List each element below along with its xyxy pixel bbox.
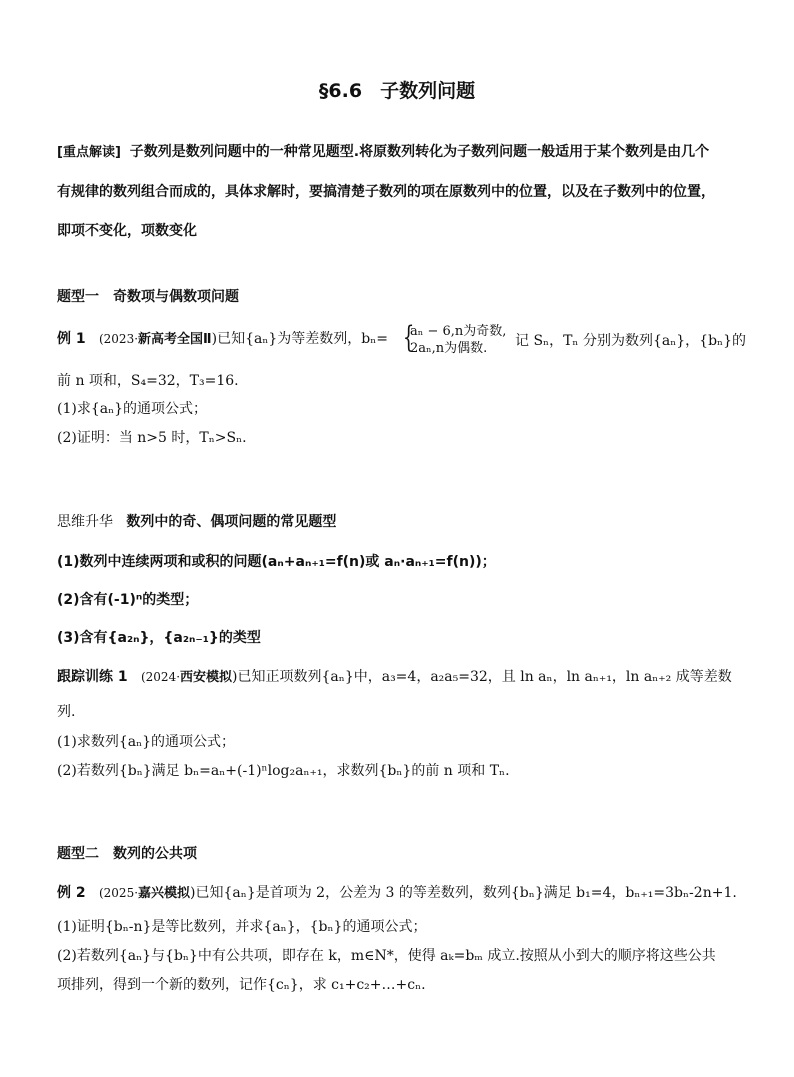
type2-heading: 题型二 数列的公共项 xyxy=(57,846,197,862)
example2-line xyxy=(57,884,737,903)
training1-source-name: 西安模拟 xyxy=(180,670,233,685)
example1-line-2: 前 n 项和，S₄=32，T₃=16. xyxy=(57,373,239,389)
section-number: §6.6 xyxy=(318,80,363,102)
example2-question-2: (2)若数列{aₙ}与{bₙ}中有公共项，即存在 k，m∈N*，使得 aₖ=bₘ 成立.按照从小到大的顺序将这些公共 xyxy=(57,948,716,964)
example2-label: 例 2 xyxy=(57,885,86,901)
intro-line-1 xyxy=(57,143,709,162)
example2-question-1: (1)证明{bₙ-n}是等比数列，并求{aₙ}，{bₙ}的通项公式； xyxy=(57,919,427,935)
insight-item-2: (2)含有(-1)ⁿ的类型； xyxy=(57,592,199,608)
example1-question-1: (1)求{aₙ}的通项公式； xyxy=(57,401,208,417)
example1-source-year: (2023· xyxy=(98,332,139,346)
example1-question-2: (2)证明：当 n>5 时，Tₙ>Sₙ. xyxy=(57,430,247,446)
type1-heading: 题型一 奇数项与偶数项问题 xyxy=(57,289,239,305)
piecewise-case-1: aₙ − 6,n为奇数, xyxy=(410,324,507,339)
example1-text-b: 记 Sₙ，Tₙ 分别为数列{aₙ}，{bₙ}的 xyxy=(515,333,746,349)
insight-heading-line xyxy=(57,513,336,531)
training1-line-2: 列. xyxy=(57,704,76,720)
insight-item-3: (3)含有{a₂ₙ}，{a₂ₙ₋₁}的类型 xyxy=(57,630,261,646)
intro-text-1: 子数列是数列问题中的一种常见题型.将原数列转化为子数列问题一般适用于某个数列是由几个 xyxy=(129,144,710,160)
piecewise-case-2: 2aₙ,n为偶数. xyxy=(410,341,488,356)
insight-label: 思维升华 xyxy=(57,514,113,530)
intro-line-3: 即项不变化，项数变化 xyxy=(57,223,197,239)
example1-text-a: )已知{aₙ}为等差数列，bₙ= xyxy=(211,331,389,347)
example2-source-year: (2025· xyxy=(98,886,139,900)
example2-text: )已知{aₙ}是首项为 2，公差为 3 的等差数列，数列{bₙ}满足 b₁=4，bₙ₊₁=3bₙ-2n+1. xyxy=(190,885,737,901)
insight-item-1: (1)数列中连续两项和或积的问题(aₙ+aₙ₊₁=f(n)或 aₙ·aₙ₊₁=f(n))； xyxy=(57,554,496,570)
section-name: 子数列问题 xyxy=(380,80,476,102)
training1-line xyxy=(57,668,732,687)
example1-label: 例 1 xyxy=(57,331,86,347)
training1-text: )已知正项数列{aₙ}中，a₃=4，a₂a₅=32，且 ln aₙ，ln aₙ₊₁，ln aₙ₊₂ 成等差数 xyxy=(232,669,732,685)
training1-source-year: (2024· xyxy=(140,670,181,684)
insight-heading: 数列中的奇、偶项问题的常见题型 xyxy=(126,514,337,530)
intro-tag: [重点解读] xyxy=(57,145,121,160)
piecewise-brace: { xyxy=(402,320,415,355)
example2-source-name: 嘉兴模拟 xyxy=(138,886,191,901)
example2-question-2-cont: 项排列，得到一个新的数列，记作{cₙ}，求 c₁+c₂+…+cₙ. xyxy=(57,977,426,993)
example1-line xyxy=(57,330,388,349)
example1-source-name: 新高考全国Ⅱ xyxy=(138,332,212,347)
training1-question-1: (1)求数列{aₙ}的通项公式； xyxy=(57,734,236,750)
intro-line-2: 有规律的数列组合而成的，具体求解时，要搞清楚子数列的项在原数列中的位置，以及在子数列中的位置， xyxy=(57,184,715,200)
training1-question-2: (2)若数列{bₙ}满足 bₙ=aₙ+(-1)ⁿlog₂aₙ₊₁，求数列{bₙ}的前 n 项和 Tₙ. xyxy=(57,763,510,779)
training1-label: 跟踪训练 1 xyxy=(57,669,128,685)
page-title xyxy=(0,76,794,103)
